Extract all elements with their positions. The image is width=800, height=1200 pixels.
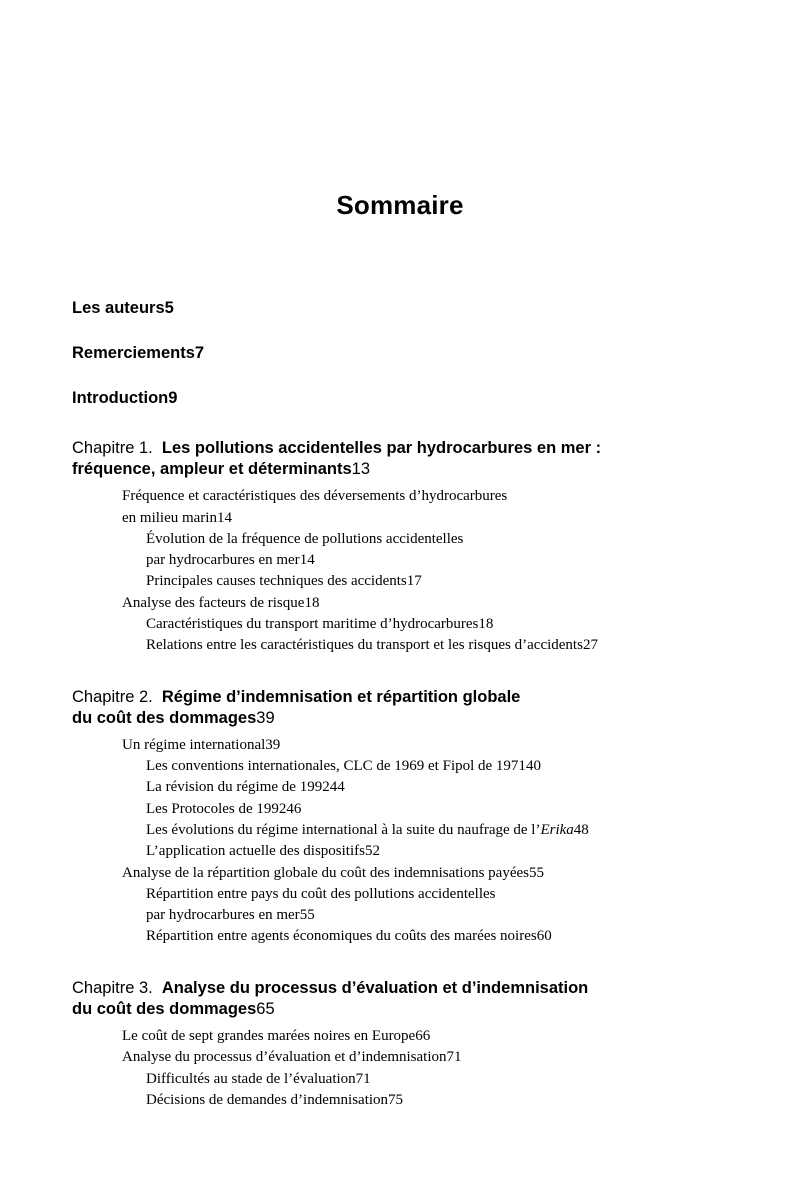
toc-entry-row[interactable] xyxy=(146,614,704,635)
toc-page-number: 55 xyxy=(299,907,315,924)
toc-chapter-title-line1 xyxy=(72,687,704,708)
toc-chapter-title-line2[interactable] xyxy=(72,999,704,1020)
page-title: Sommaire xyxy=(336,190,464,220)
toc-page-number: 5 xyxy=(164,299,174,317)
toc-entry-row[interactable] xyxy=(146,905,704,926)
toc-page-number: 71 xyxy=(446,1049,462,1066)
toc-chapter-number: Chapitre 2. xyxy=(72,687,162,706)
toc-entry[interactable] xyxy=(72,863,704,884)
toc-entry-label: Analyse des facteurs de risque xyxy=(122,594,305,611)
toc-entry-label: par hydrocarbures en mer xyxy=(146,907,300,924)
toc-entry-row[interactable] xyxy=(146,635,704,656)
toc-chapter-title-cont: du coût des dommages xyxy=(72,999,257,1018)
toc-page-number: 39 xyxy=(256,708,275,727)
toc-front-matter-row[interactable] xyxy=(72,389,704,408)
toc-entry-label: Un régime international xyxy=(122,736,266,753)
toc-chapter-title: Analyse du processus d’évaluation et d’indemnisation xyxy=(161,978,589,997)
toc-page-number: 18 xyxy=(478,616,494,632)
toc-page-number: 48 xyxy=(573,822,589,838)
toc-entry[interactable] xyxy=(72,1090,704,1111)
toc-entry[interactable] xyxy=(72,820,704,841)
toc-page-number: 40 xyxy=(525,758,541,775)
toc-entry[interactable] xyxy=(72,884,704,927)
toc-page-number: 9 xyxy=(168,389,178,407)
toc-page-number: 46 xyxy=(286,800,302,817)
toc-chapter-title-cont: du coût des dommages xyxy=(72,708,257,727)
toc-page-number: 66 xyxy=(415,1028,431,1044)
toc-chapter-heading[interactable] xyxy=(72,438,704,480)
toc-entry[interactable] xyxy=(72,1026,704,1047)
toc-page-number: 14 xyxy=(299,552,315,569)
table-of-contents xyxy=(0,299,800,1111)
toc-entry-label: en milieu marin xyxy=(122,509,217,526)
toc-entry-label: L’application actuelle des dispositifs xyxy=(146,843,365,860)
toc-front-matter-row[interactable] xyxy=(72,344,704,363)
toc-entry-row[interactable] xyxy=(146,820,704,841)
toc-page-number: 18 xyxy=(304,594,320,611)
toc-entry-label-line1: Fréquence et caractéristiques des déversements d’hydrocarbures xyxy=(122,488,508,505)
toc-entry[interactable] xyxy=(72,529,704,572)
toc-entry-label: Caractéristiques du transport maritime d’hydrocarbures xyxy=(146,616,479,632)
toc-entry-label: Analyse du processus d’évaluation et d’indemnisation xyxy=(122,1049,447,1066)
toc-entry-label: Principales causes techniques des accidents xyxy=(146,573,407,590)
toc-chapter-heading[interactable] xyxy=(72,687,704,729)
toc-chapter-number: Chapitre 3. xyxy=(72,978,162,997)
toc-entry-label: par hydrocarbures en mer xyxy=(146,552,300,569)
toc-chapter-title: Les pollutions accidentelles par hydrocarbures en mer : xyxy=(161,439,602,457)
toc-entry-row[interactable] xyxy=(146,841,704,862)
toc-entry[interactable] xyxy=(72,1069,704,1090)
toc-entry-italic: Erika xyxy=(540,822,574,838)
toc-chapter-title-line1 xyxy=(72,978,704,999)
toc-entry[interactable] xyxy=(72,614,704,635)
toc-entry-label: Répartition entre agents économiques du coûts des marées noires xyxy=(146,928,537,945)
toc-page-number: 65 xyxy=(256,999,275,1018)
toc-page-number: 17 xyxy=(406,573,422,590)
toc-page-number: 7 xyxy=(194,344,205,362)
toc-entry-label: Le coût de sept grandes marées noires en Europe xyxy=(122,1028,416,1044)
toc-entry-label: Décisions de demandes d’indemnisation xyxy=(146,1091,389,1108)
toc-entry[interactable] xyxy=(72,777,704,798)
toc-entry-row[interactable] xyxy=(146,550,704,571)
toc-entry-row[interactable] xyxy=(146,1069,704,1090)
toc-entry-row[interactable] xyxy=(122,863,704,884)
toc-chapter-number: Chapitre 1. xyxy=(72,439,162,457)
toc-entry[interactable] xyxy=(72,486,704,529)
toc-page-number: 44 xyxy=(329,779,345,796)
toc-entry-row[interactable] xyxy=(146,756,704,777)
toc-entry-label: Introduction xyxy=(72,389,169,407)
toc-entry[interactable] xyxy=(72,635,704,656)
toc-entry-row[interactable] xyxy=(122,1026,704,1047)
toc-chapter-title-line2[interactable] xyxy=(72,459,704,480)
toc-page-number: 60 xyxy=(536,928,552,945)
toc-entry-row[interactable] xyxy=(146,777,704,798)
toc-entry-row[interactable] xyxy=(146,799,704,820)
toc-page-number: 13 xyxy=(351,460,371,479)
toc-entry-row[interactable] xyxy=(122,508,704,529)
toc-page-number: 39 xyxy=(265,736,281,753)
toc-entry-label: Les évolutions du régime international à la suite du naufrage de l’Erika xyxy=(146,822,574,838)
toc-entry-label-line1: Répartition entre pays du coût des pollutions accidentelles xyxy=(146,885,496,902)
toc-entry-label: Les Protocoles de 1992 xyxy=(146,800,287,817)
toc-entry-row[interactable] xyxy=(146,926,704,947)
toc-chapter-heading[interactable] xyxy=(72,978,704,1020)
toc-front-matter-row[interactable] xyxy=(72,299,704,318)
toc-page-number: 27 xyxy=(582,637,598,654)
toc-chapter-title-line2[interactable] xyxy=(72,708,704,729)
toc-entry-label: Difficultés au stade de l’évaluation xyxy=(146,1070,356,1087)
toc-front-matter-entry[interactable] xyxy=(72,299,704,318)
toc-entry-label: Relations entre les caractéristiques du transport et les risques d’accidents xyxy=(146,637,583,654)
toc-entry[interactable] xyxy=(72,926,704,947)
toc-entry-row[interactable] xyxy=(122,1047,704,1068)
toc-entry-label: Les conventions internationales, CLC de 1969 et Fipol de 1971 xyxy=(146,758,526,775)
toc-entry-label: La révision du régime de 1992 xyxy=(146,779,330,796)
toc-page-number: 55 xyxy=(528,864,544,881)
toc-chapter-title: Régime d’indemnisation et répartition globale xyxy=(161,687,521,706)
toc-entry[interactable] xyxy=(72,841,704,862)
toc-entry[interactable] xyxy=(72,799,704,820)
toc-entry-label: Les auteurs xyxy=(72,299,165,317)
toc-page-number: 14 xyxy=(216,509,232,526)
toc-page-number: 71 xyxy=(355,1070,371,1087)
toc-entry[interactable] xyxy=(72,756,704,777)
toc-chapter-title-line1 xyxy=(72,438,704,459)
toc-entry-label-line1: Évolution de la fréquence de pollutions accidentelles xyxy=(146,530,464,547)
toc-entry-label: Analyse de la répartition globale du coût des indemnisations payées xyxy=(122,864,529,881)
toc-entry[interactable] xyxy=(72,593,704,614)
toc-entry[interactable] xyxy=(72,571,704,592)
toc-page-number: 75 xyxy=(388,1091,404,1108)
toc-entry[interactable] xyxy=(72,735,704,756)
toc-entry-row[interactable] xyxy=(122,593,704,614)
toc-entry-row[interactable] xyxy=(146,571,704,592)
toc-chapter-title-cont: fréquence, ampleur et déterminants xyxy=(72,460,352,479)
toc-front-matter-entry[interactable] xyxy=(72,389,704,408)
toc-entry[interactable] xyxy=(72,1047,704,1068)
toc-entry-row[interactable] xyxy=(122,735,704,756)
toc-entry-label: Remerciements xyxy=(72,344,195,362)
toc-front-matter-entry[interactable] xyxy=(72,344,704,363)
toc-page-number: 52 xyxy=(364,843,380,860)
toc-entry-row[interactable] xyxy=(146,1090,704,1111)
